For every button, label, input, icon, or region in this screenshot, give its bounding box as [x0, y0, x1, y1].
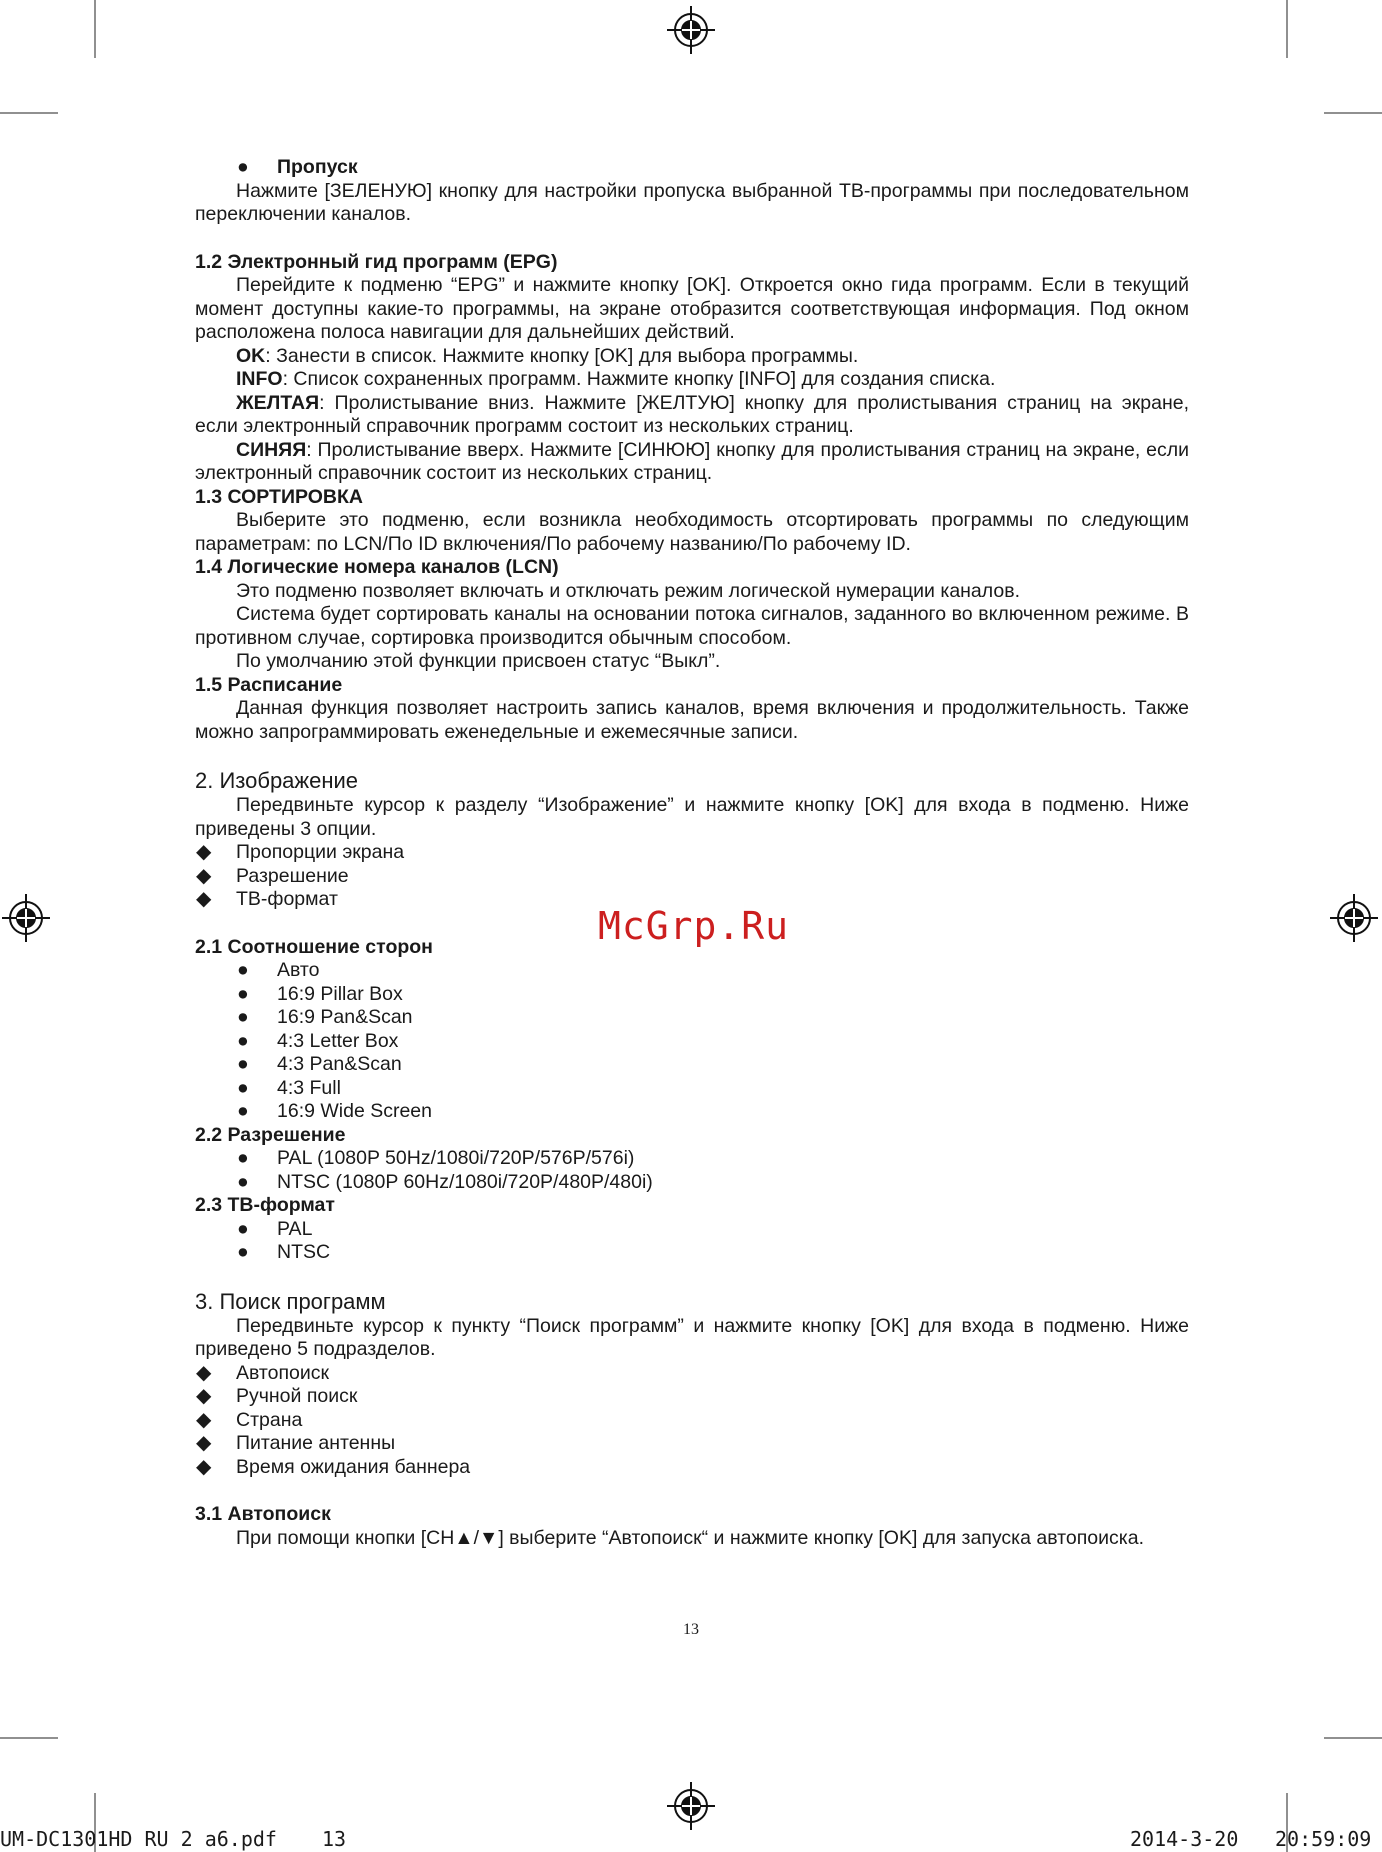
epg-ok-line: OK: Занести в список. Нажмите кнопку [OK] для выбора программы. — [236, 344, 859, 367]
lcn-p3: По умолчанию этой функции присвоен статус “Выкл”. — [236, 650, 721, 672]
bullet-icon: ● — [237, 1170, 249, 1193]
registration-mark-right — [1330, 894, 1378, 942]
bullet-icon: ● — [237, 982, 249, 1005]
list-item: ● 4:3 Letter Box — [237, 1029, 399, 1052]
bullet-icon: ● — [237, 1100, 249, 1122]
footer-page: 13 — [322, 1827, 347, 1851]
page-number: 13 — [683, 1621, 699, 1638]
search-option: ◆ Питание антенны — [196, 1432, 396, 1454]
image-option: ◆ Пропорции экрана — [196, 841, 405, 863]
diamond-icon: ◆ — [196, 841, 212, 863]
list-item: ● 16:9 Pillar Box — [237, 982, 403, 1005]
bullet-icon: ● — [237, 1147, 249, 1169]
diamond-icon: ◆ — [196, 1361, 212, 1384]
registration-mark-left — [2, 894, 50, 942]
epg-heading: 1.2 Электронный гид программ (EPG) — [195, 250, 558, 273]
diamond-icon: ◆ — [196, 1385, 212, 1407]
list-item: ● PAL (1080P 50Hz/1080i/720P/576P/576i) — [237, 1147, 635, 1169]
resolution-heading: 2.2 Разрешение — [195, 1123, 346, 1146]
autosearch-text: При помощи кнопки [CH▲/▼] выберите “Автопоиск“ и нажмите кнопку [OK] для запуска автопоиска. — [236, 1526, 1144, 1549]
bullet-icon: ● — [237, 959, 249, 981]
bullet-icon: ● — [237, 156, 249, 178]
epg-blue-line: СИНЯЯ: Пролистывание вверх. Нажмите [СИНЮЮ] кнопку для пролистывания страниц на экране, если электронный справочник состоит из нескольких страниц. — [195, 438, 1189, 484]
search-option: ◆ Страна — [196, 1408, 303, 1431]
aspect-heading: 2.1 Соотношение сторон — [195, 935, 433, 958]
list-item: ● PAL — [237, 1217, 313, 1240]
list-item: ● NTSC — [237, 1241, 331, 1263]
footer-date: 2014-3-20 — [1130, 1827, 1239, 1851]
lcn-p2: Система будет сортировать каналы на основании потока сигналов, заданного во включенном режиме. В противном случае, сортировка производится обычным способом. — [195, 603, 1189, 649]
image-heading: 2. Изображение — [195, 768, 359, 793]
diamond-icon: ◆ — [196, 1432, 212, 1454]
footer-time: 20:59:09 — [1275, 1827, 1372, 1851]
sort-heading: 1.3 СОРТИРОВКА — [195, 485, 363, 508]
autosearch-heading: 3.1 Автопоиск — [195, 1503, 331, 1525]
tvformat-heading: 2.3 ТВ-формат — [195, 1194, 335, 1216]
search-text: Передвиньте курсор к пункту “Поиск программ” и нажмите кнопку [OK] для входа в подменю. Ниже приведено 5 подразделов. — [195, 1314, 1189, 1360]
list-item: ● 4:3 Full — [237, 1076, 341, 1099]
registration-mark-top — [667, 6, 715, 54]
image-text: Передвиньте курсор к разделу “Изображение” и нажмите кнопку [OK] для входа в подменю. Ниже приведены 3 опции. — [195, 794, 1189, 840]
search-option: ◆ Время ожидания баннера — [196, 1455, 471, 1478]
image-option: ◆ ТВ-формат — [196, 888, 338, 910]
schedule-text: Данная функция позволяет настроить запись каналов, время включения и продолжительность. Также можно запрограммировать еженедельные и ежемесячные записи. — [195, 697, 1189, 743]
lcn-heading: 1.4 Логические номера каналов (LCN) — [195, 556, 559, 578]
skip-heading: ● Пропуск — [237, 156, 358, 178]
diamond-icon: ◆ — [196, 864, 212, 887]
watermark: McGrp.Ru — [598, 904, 790, 948]
search-option: ◆ Ручной поиск — [196, 1385, 358, 1407]
schedule-heading: 1.5 Расписание — [195, 673, 343, 696]
search-option: ◆ Автопоиск — [196, 1361, 330, 1384]
skip-text: Нажмите [ЗЕЛЕНУЮ] кнопку для настройки пропуска выбранной ТВ-программы при последовательном переключении каналов. — [195, 179, 1189, 225]
list-item: ● Авто — [237, 959, 320, 981]
registration-mark-bottom — [667, 1782, 715, 1830]
list-item: ● 16:9 Wide Screen — [237, 1100, 433, 1122]
page-content — [195, 156, 1189, 1550]
epg-intro: Перейдите к подменю “EPG” и нажмите кнопку [OK]. Откроется окно гида программ. Если в текущий момент доступны какие-то программы, на экране отобразится соответствующая информация. Под окном расположена полоса навигации для дальнейших действий. — [195, 274, 1189, 343]
bullet-icon: ● — [237, 1053, 249, 1075]
diamond-icon: ◆ — [196, 1455, 212, 1478]
search-heading: 3. Поиск программ — [195, 1288, 386, 1314]
list-item: ● 4:3 Pan&Scan — [237, 1053, 402, 1075]
lcn-p1: Это подменю позволяет включать и отключать режим логической нумерации каналов. — [236, 579, 1020, 602]
bullet-icon: ● — [237, 1217, 249, 1240]
list-item: ● NTSC (1080P 60Hz/1080i/720P/480P/480i) — [237, 1170, 653, 1193]
diamond-icon: ◆ — [196, 1408, 212, 1431]
bullet-icon: ● — [237, 1029, 249, 1052]
epg-yellow-line: ЖЕЛТАЯ: Пролистывание вниз. Нажмите [ЖЕЛТУЮ] кнопку для пролистывания страниц на экране, если электронный справочник программ состоит из нескольких страниц. — [195, 391, 1189, 437]
bullet-icon: ● — [237, 1076, 249, 1099]
list-item: ● 16:9 Pan&Scan — [237, 1006, 413, 1028]
footer-filename: UM-DC1301HD RU 2 a6.pdf — [0, 1827, 277, 1851]
sort-text: Выберите это подменю, если возникла необходимость отсортировать программы по следующим параметрам: по LCN/По ID включения/По рабочему названию/По рабочему ID. — [195, 509, 1189, 555]
bullet-icon: ● — [237, 1006, 249, 1028]
epg-info-line: INFO: Список сохраненных программ. Нажмите кнопку [INFO] для создания списка. — [236, 368, 996, 390]
bullet-icon: ● — [237, 1241, 249, 1263]
diamond-icon: ◆ — [196, 888, 212, 910]
image-option: ◆ Разрешение — [196, 864, 349, 887]
